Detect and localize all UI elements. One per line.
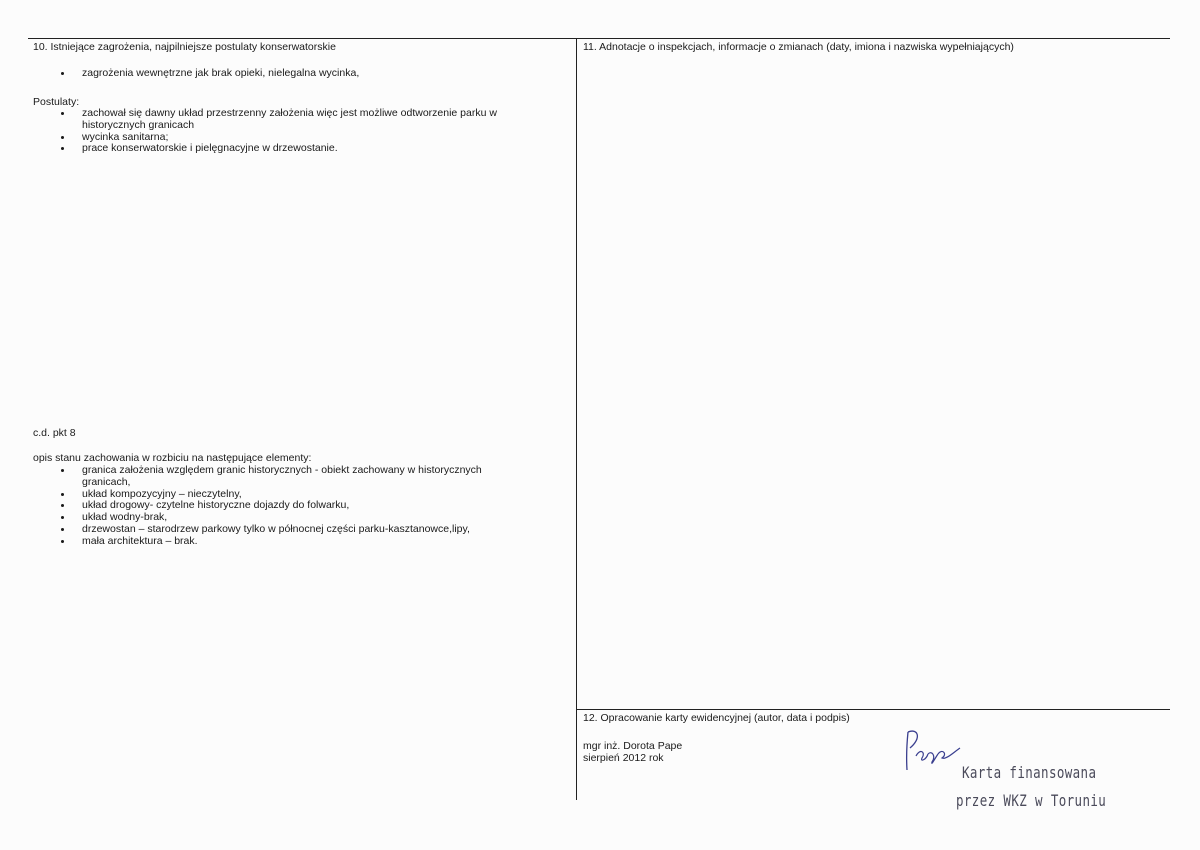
financing-stamp-line1: Karta finansowana xyxy=(962,763,1097,782)
list-item: zachował się dawny układ przestrzenny założenia więc jest możliwe odtworzenie parku w xyxy=(58,108,497,120)
list-item: mała architektura – brak. xyxy=(58,536,482,548)
section12-border xyxy=(576,709,1170,710)
list-item-continuation: granicach, xyxy=(82,475,131,488)
postulates-list xyxy=(58,108,497,155)
author-name: mgr inż. Dorota Pape xyxy=(583,740,683,752)
list-item-continuation: historycznych granicach xyxy=(82,118,195,131)
continuation-heading: c.d. pkt 8 xyxy=(33,427,76,439)
top-border xyxy=(28,38,1170,39)
list-item: granica założenia względem granic historycznych - obiekt zachowany w historycznych xyxy=(58,465,482,477)
continuation-intro: opis stanu zachowania w rozbiciu na następujące elementy: xyxy=(33,452,312,464)
section11-title: 11. Adnotacje o inspekcjach, informacje o zmianach (daty, imiona i nazwiska wypełniających) xyxy=(583,41,1014,53)
list-item: układ drogowy- czytelne historyczne dojazdy do folwarku, xyxy=(58,500,482,512)
elements-list xyxy=(58,465,482,548)
list-item: wycinka sanitarna; xyxy=(58,132,497,144)
list-item: zagrożenia wewnętrzne jak brak opieki, nielegalna wycinka, xyxy=(58,68,359,80)
list-item: układ kompozycyjny – nieczytelny, xyxy=(58,489,482,501)
threats-list xyxy=(58,68,359,80)
column-divider xyxy=(576,38,577,800)
financing-stamp-line2: przez WKZ w Toruniu xyxy=(956,791,1107,810)
section10-title: 10. Istniejące zagrożenia, najpilniejsze postulaty konserwatorskie xyxy=(33,41,336,53)
author-date: sierpień 2012 rok xyxy=(583,752,664,764)
signature-image xyxy=(898,726,968,778)
section12-title: 12. Opracowanie karty ewidencyjnej (autor, data i podpis) xyxy=(583,712,850,724)
list-item: układ wodny-brak, xyxy=(58,512,482,524)
postulates-label: Postulaty: xyxy=(33,96,80,108)
list-item: prace konserwatorskie i pielęgnacyjne w drzewostanie. xyxy=(58,143,497,155)
list-item: drzewostan – starodrzew parkowy tylko w północnej części parku-kasztanowce,lipy, xyxy=(58,524,482,536)
